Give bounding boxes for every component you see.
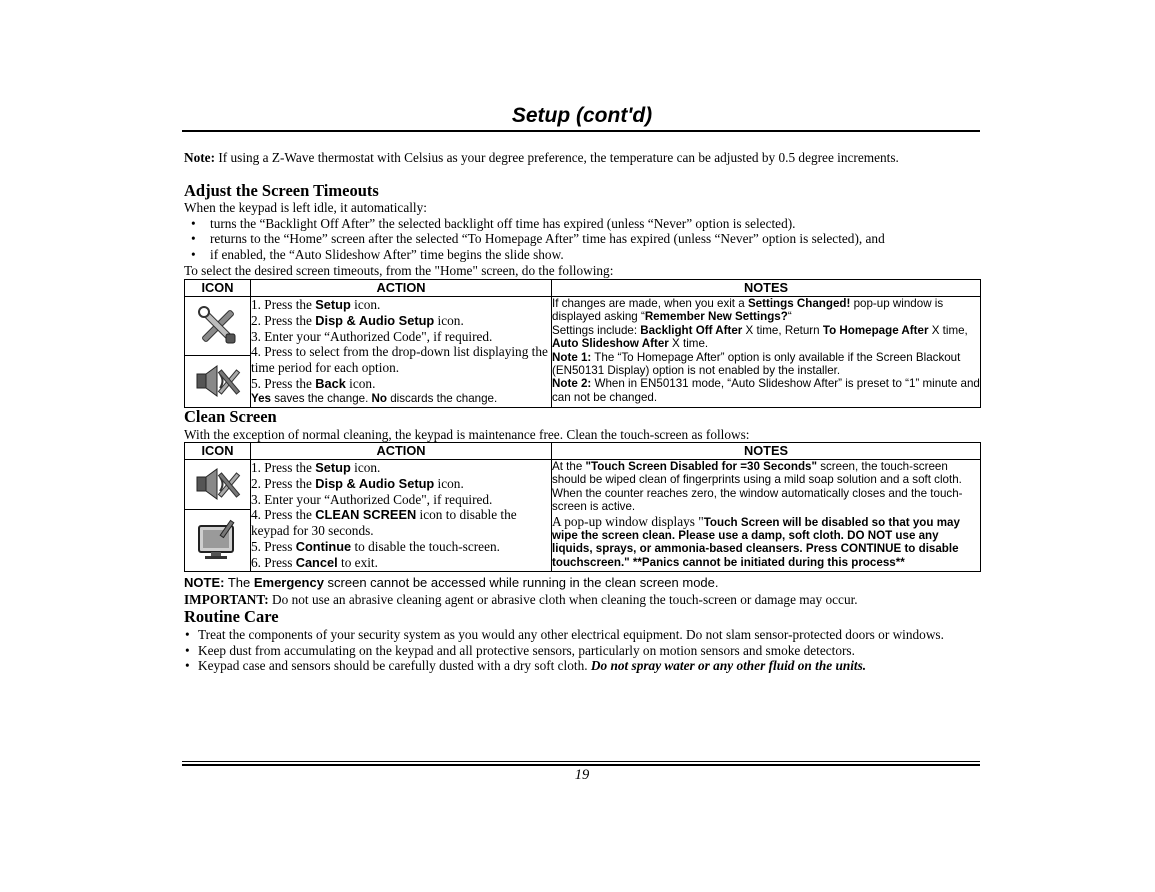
note-text: screen, the touch-screen should be wiped clean of fingerprints using a mild soap solution and a soft cloth. When the counter reaches zero, the window automatically closes and the touch-screen is active. [552, 460, 963, 514]
speaker-tools-icon [185, 460, 250, 510]
note-bold: "Touch Screen Disabled for =30 Seconds" [585, 460, 817, 473]
table-header-row [185, 443, 981, 460]
step-5 [251, 376, 551, 392]
col-notes: NOTES [552, 443, 981, 460]
important-text: Do not use an abrasive cleaning agent or abrasive cloth when cleaning the touch-screen or damage may occur. [268, 592, 858, 607]
continue-label: Continue [295, 538, 352, 554]
timeouts-intro [184, 200, 980, 279]
note-bold: Note 2: [552, 377, 592, 391]
step-text: 1. Press the [251, 297, 316, 312]
yes-label: Yes [251, 391, 271, 405]
col-action: ACTION [251, 443, 552, 460]
step-text: 2. Press the [251, 475, 316, 491]
page-title: Setup (cont'd) [511, 104, 653, 127]
action-cell [251, 460, 552, 572]
step-3: 3. Enter your “Authorized Code", if required. [251, 328, 493, 344]
note-text: X time. [668, 337, 709, 351]
list-item-text: Keypad case and sensors should be carefully dusted with a dry soft cloth. [198, 658, 591, 674]
note-text: “ [787, 310, 792, 324]
list-item: • if enabled, the “Auto Slideshow After” time begins the slide show. [184, 247, 980, 263]
important-note [184, 592, 980, 608]
step-4 [251, 507, 551, 539]
routine-heading: Routine Care [184, 607, 279, 626]
step-text: to disable the touch-screen. [351, 538, 500, 554]
list-item: • Treat the components of your security system as you would any other electrical equipment. Do not slam sensor-protected doors or windows. [184, 627, 980, 643]
clean-screen-label: CLEAN SCREEN [315, 507, 417, 523]
step-3: 3. Enter your “Authorized Code", if required. [251, 491, 493, 507]
note-bold: Auto Slideshow After [552, 337, 669, 351]
note-text: pop-up window is displayed asking “ [552, 297, 944, 324]
speaker-tools-icon [185, 356, 250, 407]
col-notes: NOTES [552, 280, 981, 297]
icon-cell [185, 297, 251, 408]
footer-rule [182, 761, 980, 762]
disp-audio-label: Disp & Audio Setup [315, 312, 435, 328]
action-cell [251, 297, 552, 408]
note-bold: To Homepage After [822, 323, 929, 337]
note-bold: Backlight Off After [640, 323, 743, 337]
col-action: ACTION [251, 280, 552, 297]
note-text: The “To Homepage After” option is only available if the Screen Blackout (EN50131 Display) option is not enabled by the installer. [552, 350, 961, 378]
monitor-brush-icon [185, 510, 250, 569]
table-row [185, 297, 981, 408]
note-bold: Settings Changed! [747, 297, 851, 310]
step-4: 4. Press to select from the drop-down list displaying the time period for each option. [251, 344, 548, 376]
icon-cell [185, 460, 251, 572]
emergency-note [184, 575, 980, 591]
note-bold: Remember New Settings? [644, 310, 788, 324]
step-5 [251, 539, 551, 555]
step-text: icon. [434, 475, 464, 491]
note-text: If using a Z-Wave thermostat with Celsius as your degree preference, the temperature can be adjusted by 0.5 degree increments. [215, 150, 899, 165]
step-text: saves the change. [271, 391, 372, 405]
step-1 [251, 460, 551, 476]
step-text: 6. Press [251, 554, 296, 570]
cancel-label: Cancel [295, 554, 338, 570]
timeouts-lead: To select the desired screen timeouts, from the "Home" screen, do the following: [184, 262, 614, 278]
step-text: icon. [350, 460, 381, 475]
step-text: 1. Press the [251, 460, 316, 475]
back-label: Back [315, 375, 346, 391]
note-text: screen cannot be accessed while running in the clean screen mode. [323, 575, 719, 590]
page-number: 19 [574, 767, 590, 783]
step-text: 5. Press the [251, 375, 316, 391]
step-text: icon to disable the keypad for 30 seconds. [251, 507, 517, 539]
note-text: X time, [928, 323, 968, 337]
note-bold: Touch Screen will be disabled so that you may wipe the screen clean. Please use a damp, soft cloth. DO NOT use any liquids, sprays, or ammonia-based cleansers. Press CONTINUE to disable touchscreen." **Panics cannot be initiated during this process** [552, 515, 960, 569]
note-popup [552, 514, 980, 570]
timeouts-table [184, 279, 981, 408]
timeouts-bullets [184, 216, 980, 263]
note-text: A pop-up window displays " [552, 513, 704, 529]
note-touch-screen-disabled [552, 460, 980, 514]
warning-text: Do not spray water or any other fluid on the units. [590, 658, 867, 674]
timeouts-intro-text: When the keypad is left idle, it automatically: [184, 200, 427, 215]
timeouts-heading: Adjust the Screen Timeouts [184, 181, 379, 200]
note-settings-include [552, 324, 980, 351]
step-6 [251, 392, 551, 406]
step-text: discards the change. [387, 391, 498, 405]
list-item: • returns to the “Home” screen after the selected “To Homepage After” time has expired (unless “Never” option is selected), and [184, 231, 980, 247]
clean-intro: With the exception of normal cleaning, the keypad is maintenance free. Clean the touch-screen as follows: [184, 427, 750, 442]
notes-cell [552, 297, 981, 408]
note-label: Note: [184, 150, 216, 165]
note-text: When in EN50131 mode, “Auto Slideshow After” is preset to “1” minute and can not be changed. [552, 377, 980, 404]
note-text: At the [552, 460, 586, 473]
setup-label: Setup [315, 460, 351, 475]
no-label: No [371, 391, 388, 405]
step-text: 2. Press the [251, 312, 316, 328]
list-item: • turns the “Backlight Off After” the selected backlight off time has expired (unless “Never” option is selected). [184, 216, 980, 232]
step-2 [251, 313, 551, 329]
note-text: Settings include: [552, 323, 641, 337]
clean-heading: Clean Screen [184, 407, 277, 426]
tools-icon [185, 297, 250, 356]
step-1 [251, 297, 551, 313]
note-2 [552, 377, 980, 404]
note-text: If changes are made, when you exit a [552, 297, 748, 310]
step-text: icon. [434, 312, 464, 328]
list-item [184, 658, 980, 674]
notes-cell [552, 460, 981, 572]
step-text: icon. [350, 297, 381, 312]
disp-audio-label: Disp & Audio Setup [315, 475, 435, 491]
step-text: icon. [345, 375, 376, 391]
note-1 [552, 351, 980, 378]
routine-bullets [184, 627, 980, 674]
table-header-row [185, 280, 981, 297]
col-icon: ICON [185, 280, 251, 297]
z-wave-note [184, 150, 980, 166]
note-text: The [224, 575, 254, 590]
note-label: NOTE: [184, 575, 225, 590]
note-bold: Note 1: [552, 350, 592, 364]
emergency-label: Emergency [253, 575, 324, 590]
footer-rule [182, 764, 980, 766]
routine-list [184, 627, 980, 674]
step-text: 5. Press [251, 538, 296, 554]
col-icon: ICON [185, 443, 251, 460]
table-row [185, 460, 981, 572]
step-text: to exit. [337, 554, 378, 570]
note-settings-changed [552, 297, 980, 324]
step-6 [251, 555, 551, 571]
note-text: X time, Return [742, 323, 823, 337]
important-label: IMPORTANT: [184, 592, 269, 607]
setup-label: Setup [315, 297, 351, 312]
title-rule [182, 130, 980, 132]
step-text: 4. Press the [251, 507, 316, 523]
clean-table [184, 442, 981, 572]
step-2 [251, 476, 551, 492]
list-item: • Keep dust from accumulating on the keypad and all protective sensors, particularly on motion sensors and smoke detectors. [184, 643, 980, 659]
